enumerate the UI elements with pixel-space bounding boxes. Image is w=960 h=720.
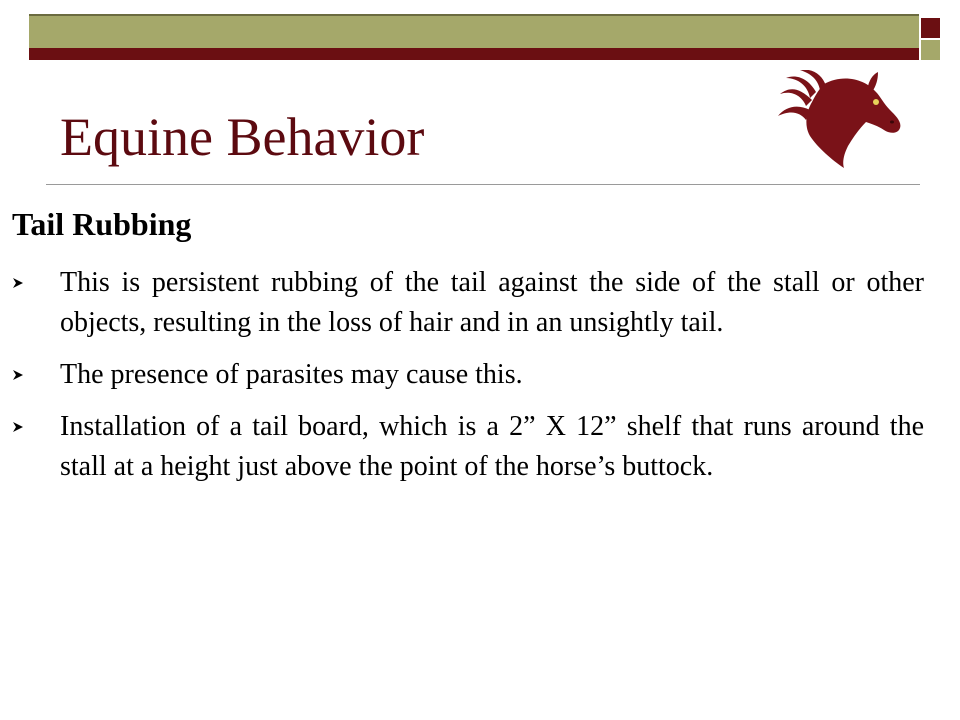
arrowhead-bullet-icon: [12, 407, 60, 447]
arrowhead-bullet-icon: [12, 263, 60, 303]
corner-maroon-square: [921, 18, 940, 38]
bullet-item: [12, 355, 924, 395]
top-bar-olive-band: [29, 14, 919, 48]
top-bar-maroon-band: [29, 48, 919, 60]
slide-title: Equine Behavior: [60, 107, 425, 167]
title-divider: [46, 184, 920, 185]
top-decorative-bar: [29, 14, 919, 60]
bullet-list: [12, 263, 924, 487]
section-heading: Tail Rubbing: [12, 206, 192, 242]
arrowhead-bullet-icon: [12, 355, 60, 395]
bullet-item: [12, 263, 924, 343]
corner-olive-square: [921, 40, 940, 60]
bullet-text: This is persistent rubbing of the tail against the side of the stall or other objects, resulting in the loss of hair and in an unsightly tail.: [60, 267, 924, 338]
bullet-item: [12, 407, 924, 487]
horse-head-icon: [772, 70, 908, 170]
bullet-text: Installation of a tail board, which is a 2” X 12” shelf that runs around the stall at a height just above the point of the horse’s buttock.: [60, 411, 924, 482]
bullet-text: The presence of parasites may cause this.: [60, 359, 523, 390]
